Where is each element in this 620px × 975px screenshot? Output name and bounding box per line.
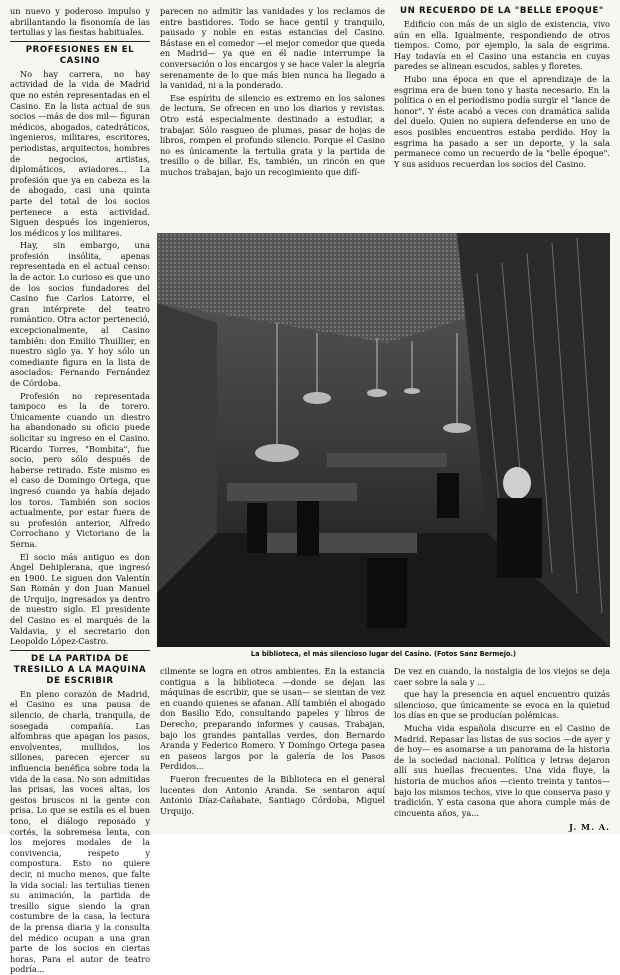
intro-text: un nuevo y poderoso impulso y abrillantando la fisonomía de las tertulias y las fiestas habituales.: [10, 6, 150, 38]
paragraph: Hay, sin embargo, una profesión insólita, apenas representada en el actual censo: la de actor. Lo curioso es que uno de los socios fundadores del Casino fue Carlos Latorre, el gran intérprete del teatro romántico. Otra actor perteneció, excepcionalmente, al Casino también: don Emilio Thuillier, en nuestro siglo ya. Y hoy sólo un comediante figura en la lista de asociados: Fernando Fernández de Córdoba.: [10, 240, 150, 388]
author-signature: J. M. A.: [569, 822, 610, 833]
column-middle-top: [160, 6, 385, 228]
paragraph: Edificio con más de un siglo de existencia, vivo aún en ella. Igualmente, respondiendo de otros tiempos. Como, por ejemplo, la sala de esgrima. Hay todavía en el Casino una estancia en cuyas paredes se alinean escudos, sables y floretes.: [394, 19, 610, 72]
divider: [10, 650, 150, 651]
paragraph: que hay la presencia en aquel encuentro quizás silencioso, que únicamente se evoca en la quietud los días en que se producían polémicas.: [394, 689, 610, 721]
paragraph: Mucha vida española discurre en el Casino de Madrid. Repasar las listas de sus socios —de ayer y de hoy— es asomarse a un panorama de la historia de la sociedad nacional. Política y letras dejaron allí sus huellas frecuentes. Una vida fluye, la historia de muchos años —ciento treinta y tantos— bajo los mismos techos, vive lo que conserva paso y tradición. Y esta casona que ahora cumple más de cincuenta años, ya...: [394, 722, 610, 818]
paragraph: Ese espíritu de silencio es extremo en los salones de lectura. Se ofrecen en uno los diarios y revistas. Otro está especialmente destinado a estudiar, a trabajar. Sólo rasgueo de plumas, pasar de hojas de libros, rompen el profundo silencio. Porque el Casino no es únicamente la tertulia grata y la partida de tresillo o de billar. Es, también, un rincón en que muchos trabajan, bajo un recogimiento que difí-: [160, 92, 385, 177]
photo-caption: La biblioteca, el más silencioso lugar del Casino. (Fotos Sanz Bermejo.): [250, 650, 517, 658]
paragraph: Fueron frecuentes de la Biblioteca en el general lucentes don Antonio Aranda. Se sentaron aquí Antonio Díaz-Cañabate, Santiago Córdoba, Miguel Urquijo.: [160, 773, 385, 816]
paragraph: No hay carrera, no hay actividad de la vida de Madrid que no estén representadas en el Casino. En la lista actual de sus socios —más de dos mil— figuran médicos, abogados, catedráticos, ingenieros, militares, escritores, periodistas, arquitectos, hombres de negocios, artistas, diplomáticos, aviadores... La profesión que ya en cabeza es la de abogado, casi una quinta parte del total de los socios pertenece a esta actividad. Siguen después los ingenieros, los médicos y los militares.: [10, 68, 150, 238]
paragraph: Hubo una época en que el aprendizaje de la esgrima era de buen tono y hasta necesario. En la política o en el periodismo podía surgir el "lance de honor". Y éste acabó a veces con dramática salida del duelo. Quien no supiera defenderse en uno de esos posibles encuentros estaba perdido. Hoy la esgrima ha pasado a ser un deporte, y la sala permanece como un recuerdo de la "belle époque". Y sus asiduos recuerdan los socios del Casino.: [394, 73, 610, 169]
column-left: [10, 6, 150, 975]
paragraph: El socio más antiguo es don Ángel Dehiplerana, que ingresó en 1900. Le siguen don Valentín San Román y don Juan Manuel de Urquijo, ingresados ya dentro de nuestro siglo. El presidente del Casino es el marqués de la Valdavia, y el secretario don Leopoldo López-Castro.: [10, 551, 150, 647]
column-right-bottom: [394, 666, 610, 833]
section-heading-professions: PROFESIONES EN EL CASINO: [25, 44, 135, 66]
column-right-top: [394, 6, 610, 228]
divider: [10, 41, 150, 42]
paragraph: De vez en cuando, la nostalgia de los viejos se deja caer sobre la sala y ...: [394, 666, 610, 687]
section-heading-belle-epoque: UN RECUERDO DE LA "BELLE EPOQUE": [400, 6, 604, 16]
library-photo: [157, 233, 610, 647]
paragraph: Profesión no representada tampoco es la de torero. Únicamente cuando un diestro ha abandonado su oficio puede solicitar su ingreso en el Casino. Ricardo Torres, "Bombita", fue socio, pero sólo después de haberse retirado. Este mismo es el caso de Domingo Ortega, que ingresó cuando ya había dejado los toros. También son socios actualmente, por estar fuera de su profesión anterior, Alfredo Corrochano y Victoriano de la Serna.: [10, 390, 150, 549]
section-heading-tresillo: DE LA PARTIDA DE TRESILLO A LA MAQUINA DE ESCRIBIR: [13, 653, 147, 686]
paragraph: En pleno corazón de Madrid, el Casino es una pausa de silencio, de charla, tranquila, de sosegada compañía. Las alfombras que apagan los pasos, envolventes, mullidos, los sillones, parecen ejercer su influencia benéfica sobre toda la vida de la casa. No son admitidas las prisas, las voces altas, los gestos bruscos ni la gente con prisa. Lo que se estila es el buen tono, el diálogo reposado y cortés, la sobremesa lenta, con los mejores modales de la convivencia, respeto y compostura. Esto no quiere decir, ni mucho menos, que falte la vida social: las tertulias tienen su animación, la partida de tresillo sigue siendo la gran costumbre de la casa, la lectura de la prensa diaria y la consulta del médico ocupan a una gran parte de los socios en ciertas horas. Para el autor de teatro podría...: [10, 688, 150, 975]
column-middle-bottom: [160, 666, 385, 828]
library-photo-illustration: [157, 233, 610, 647]
paragraph: cilmente se logra en otros ambientes. En la estancia contigua a la biblioteca —donde se dejan las máquinas de escribir, que se usan— se sientan de vez en cuando quienes se afanan. Allí también el abogado don Basilio Edo, consultando papeles y libros de Derecho, preparando informes y causas. Trabajan, bajo los grandes pantallas verdes, don Bernardo Aranda y Federico Romero. Y Domingo Ortega pasea en paseos largos por la galería de los Pasos Perdidos...: [160, 666, 385, 772]
paragraph: parecen no admitir las vanidades y los reclamos de entre bastidores. Todo se hace gentil y tranquilo, pausado y noble en estas estancias del Casino. Bástase en el comedor —el mejor comedor que queda en Madrid— ya que en él nadie interrumpe la conversación o los encargos y se hace valer la alegría serenamente de lo que más bien nunca ha llegado a la vanidad, ni a la ponderado.: [160, 6, 385, 91]
